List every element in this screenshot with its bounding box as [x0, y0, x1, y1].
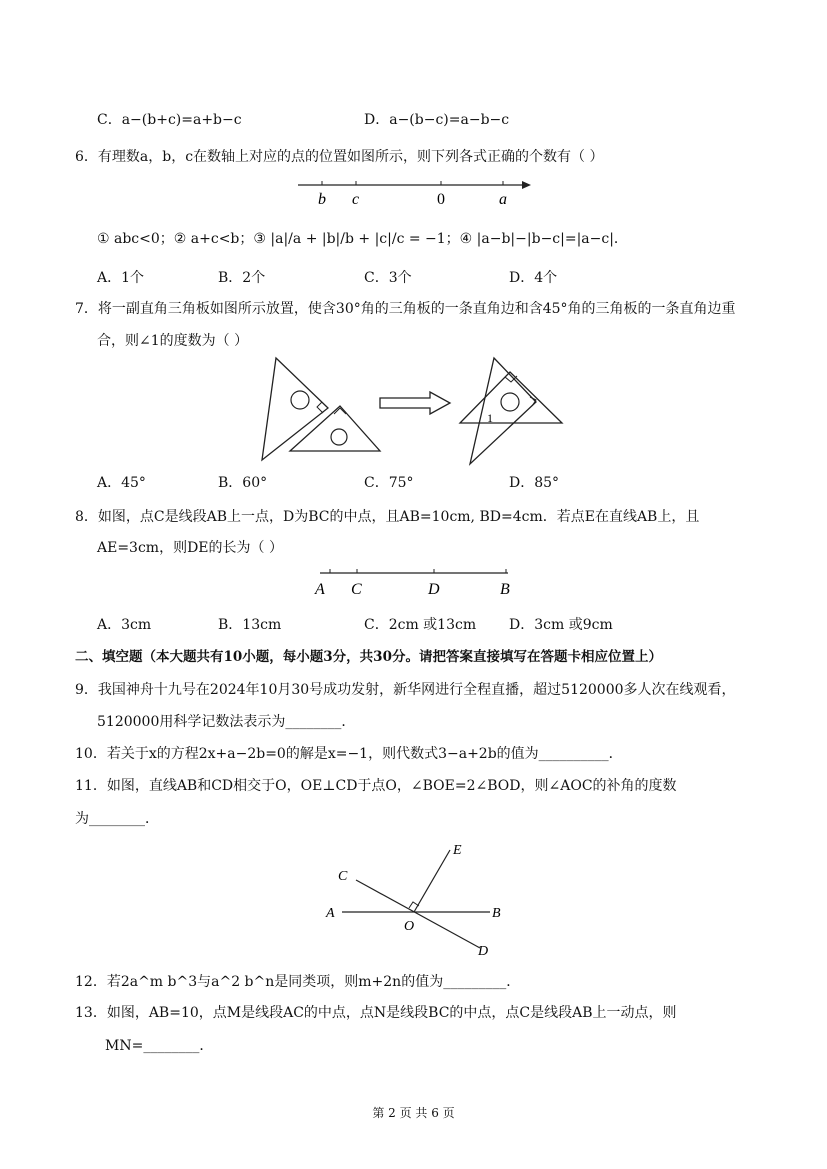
q8-option-d: D．3cm 或9cm: [509, 617, 613, 633]
q7-option-a: A．45°: [97, 475, 146, 491]
label-A: A: [315, 581, 325, 598]
triangle-hole-right: [501, 393, 519, 411]
page-footer: 第 2 页 共 6 页: [372, 1106, 455, 1120]
q8-option-c: C．2cm 或13cm: [364, 617, 477, 633]
number-line-arrow: [522, 181, 531, 189]
label-zero: 0: [437, 191, 445, 208]
q9-line2: 5120000用科学记数法表示为________．: [97, 714, 356, 730]
line-cd: [356, 880, 480, 948]
q12: 12．若2a^m b^3与a^2 b^n是同类项，则m+2n的值为_________．: [75, 974, 521, 990]
q9-line1: 9．我国神舟十九号在2024年10月30号成功发射，新华网进行全程直播，超过5120000多人次在线观看，: [75, 682, 736, 698]
triangle-hole-left-30: [291, 391, 309, 409]
q7-option-d: D．85°: [509, 475, 560, 491]
label-A: A: [326, 906, 335, 921]
label-O: O: [404, 919, 415, 934]
q13-line1: 13．如图，AB=10，点M是线段AC的中点，点N是线段BC的中点，点C是线段AB上一动点，则: [75, 1005, 677, 1021]
q6-option-b: B．2个: [218, 270, 266, 286]
q11-line1: 11．如图，直线AB和CD相交于O，OE⊥CD于点O，∠BOE=2∠BOD，则∠AOC的补角的度数: [75, 778, 677, 794]
label-a: a: [499, 191, 507, 208]
q6-option-c: C．3个: [364, 270, 412, 286]
q7-triangle-figure: [260, 356, 570, 466]
label-B: B: [492, 906, 501, 921]
q6-option-a: A．1个: [97, 270, 145, 286]
section-2-heading: 二、填空题（本大题共有10小题，每小题3分，共30分。请把答案直接填写在答题卡相应位置上）: [75, 649, 662, 665]
q8-stem-line2: AE=3cm，则DE的长为（ ）: [97, 540, 283, 556]
q6-option-d: D．4个: [509, 270, 558, 286]
q6-number-line-figure: [290, 176, 540, 210]
q7-option-c: C．75°: [364, 475, 414, 491]
transform-arrow: [380, 392, 450, 414]
label-b: b: [318, 191, 326, 208]
q8-option-b: B．13cm: [218, 617, 282, 633]
label-D: D: [478, 944, 489, 959]
triangle-hole-left-45: [331, 429, 347, 445]
q7-stem-line1: 7．将一副直角三角板如图所示放置，使含30°角的三角板的一条直角边和含45°角的三角板的一条直角边重: [75, 301, 736, 317]
q8-option-a: A．3cm: [97, 617, 152, 633]
triangle-30-left: [262, 358, 328, 460]
label-E: E: [453, 843, 462, 858]
q5-option-d: D．a−(b−c)=a−b−c: [364, 112, 510, 128]
q7-stem-line2: 合，则∠1的度数为（ ）: [97, 333, 249, 349]
q7-option-b: B．60°: [218, 475, 268, 491]
q5-option-c: C．a−(b+c)=a+b−c: [97, 112, 242, 128]
q8-stem-line1: 8．如图，点C是线段AB上一点，D为BC的中点，且AB=10cm, BD=4cm．若点E在直线AB上，且: [75, 509, 700, 525]
ray-oe: [414, 850, 450, 912]
q11-line2: 为________．: [75, 811, 159, 827]
triangle-30-right: [470, 358, 536, 464]
q10: 10．若关于x的方程2x+a−2b=0的解是x=−1，则代数式3−a+2b的值为__________．: [75, 746, 623, 762]
label-C: C: [338, 869, 348, 884]
q6-items: ① abc<0；② a+c<b；③ |a|/a + |b|/b + |c|/c = −1；④ |a−b|−|b−c|=|a−c|．: [97, 231, 628, 247]
q11-intersecting-lines-figure: [322, 838, 507, 960]
label-c: c: [352, 191, 360, 208]
q6-stem: 6．有理数a，b，c在数轴上对应的点的位置如图所示，则下列各式正确的个数有（ ）: [75, 149, 604, 165]
label-C: C: [351, 581, 362, 598]
triangle-45-right: [460, 372, 562, 423]
label-B: B: [500, 581, 510, 598]
q13-line2: MN=________．: [105, 1038, 214, 1054]
angle-1-label: 1: [487, 411, 493, 425]
q8-segment-figure: [310, 564, 520, 598]
label-D: D: [428, 581, 440, 598]
